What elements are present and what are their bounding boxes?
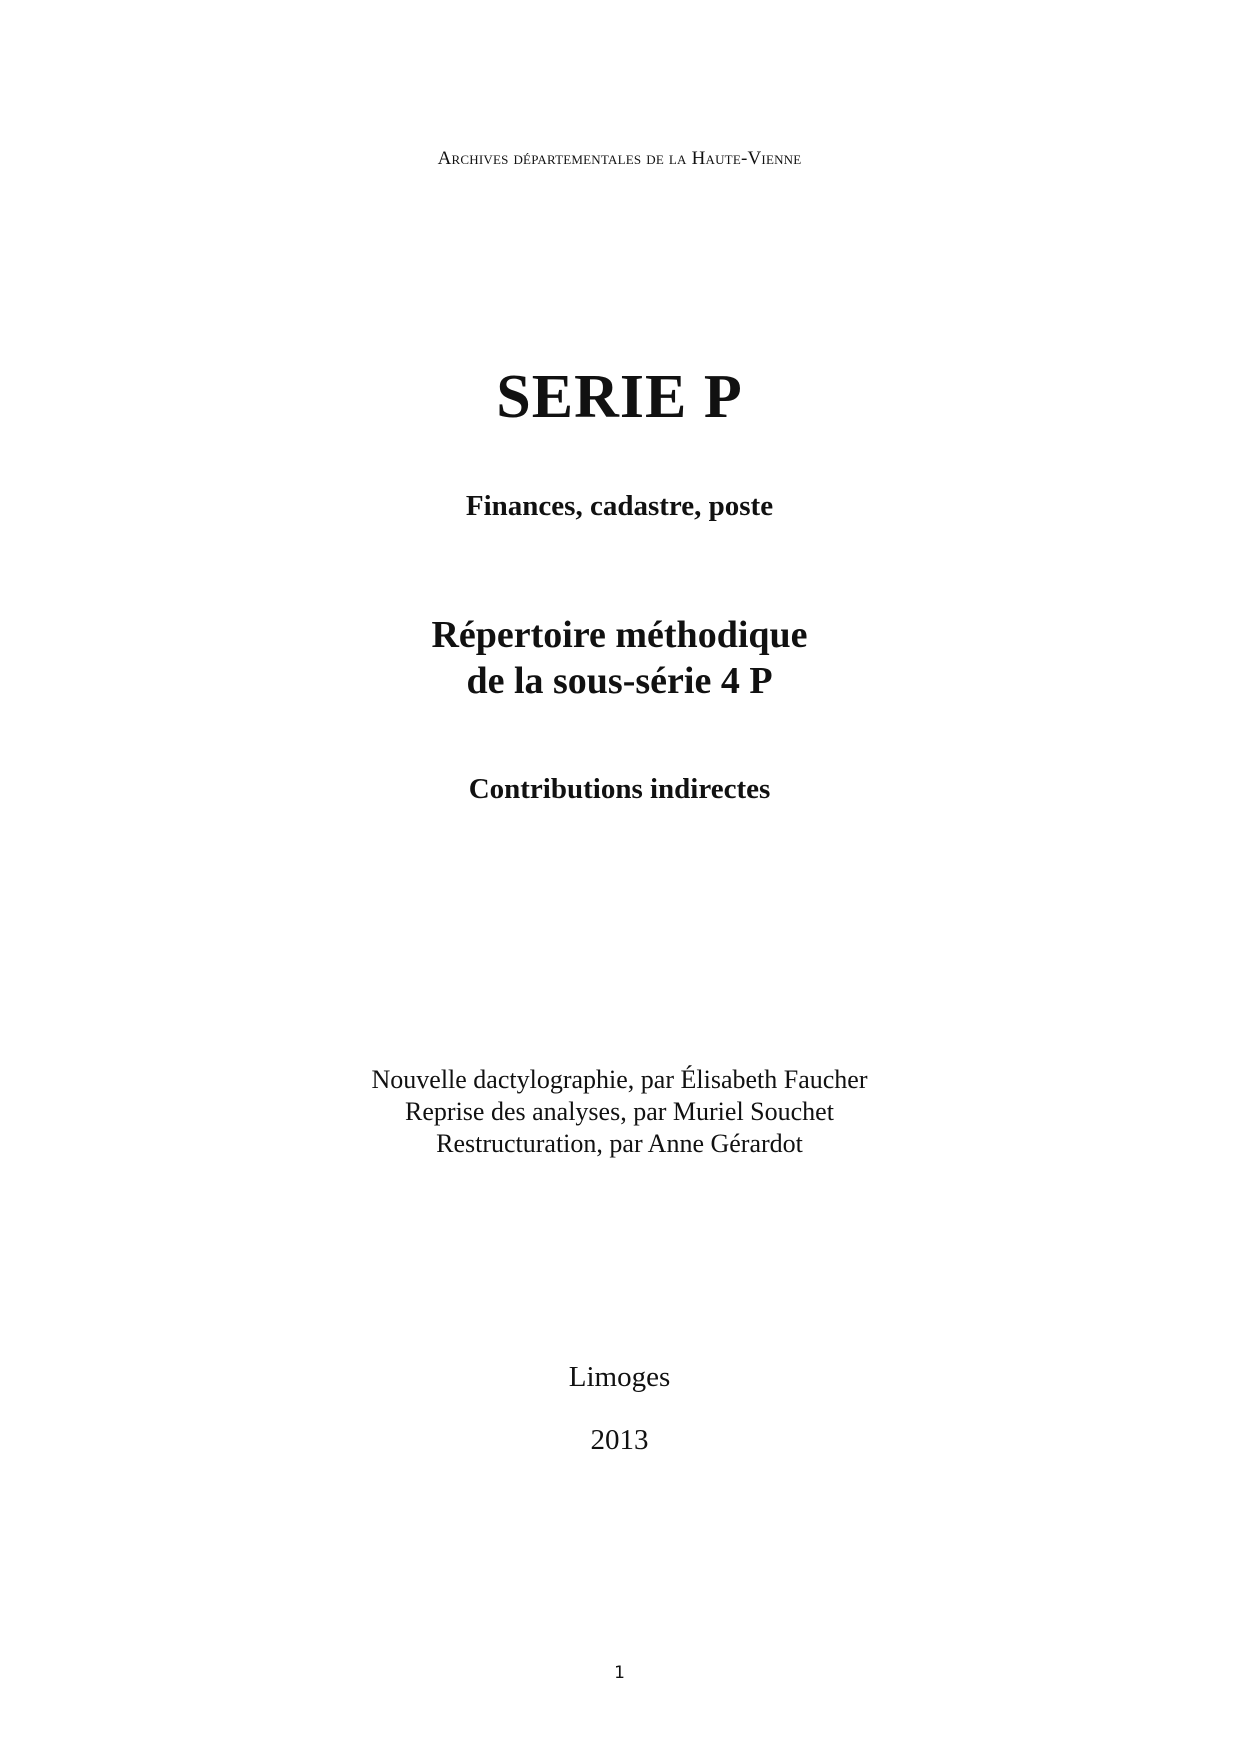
credit-line: Nouvelle dactylographie, par Élisabeth Faucher — [371, 1065, 868, 1094]
page-number: 1 — [614, 1663, 625, 1683]
repertoire-title-line-1: Répertoire méthodique — [431, 614, 808, 656]
archives-header: Archives départementales de la Haute-Vienne — [437, 148, 802, 169]
series-subtitle: Finances, cadastre, poste — [465, 490, 774, 522]
series-title: SERIE P — [496, 363, 743, 431]
credit-line: Reprise des analyses, par Muriel Souchet — [405, 1097, 834, 1126]
publication-place: Limoges — [568, 1361, 671, 1393]
credits-block — [0, 1064, 1239, 1160]
publication-year: 2013 — [590, 1424, 649, 1456]
section-title: Contributions indirectes — [468, 773, 771, 805]
repertoire-title — [0, 612, 1239, 704]
credit-line: Restructuration, par Anne Gérardot — [436, 1129, 803, 1158]
repertoire-title-line-2: de la sous-série 4 P — [466, 660, 773, 702]
